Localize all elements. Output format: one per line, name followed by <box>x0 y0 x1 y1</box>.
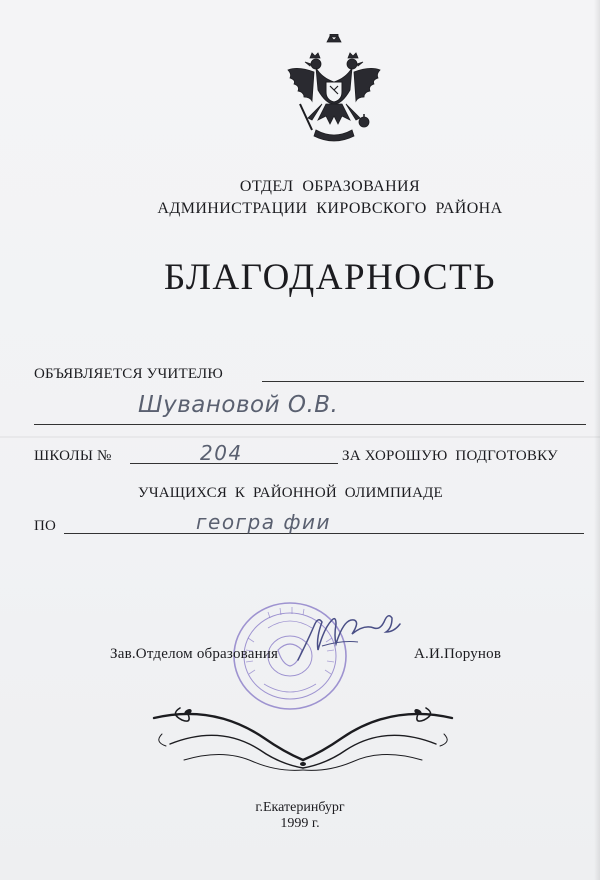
subject-handwritten: геогра фии <box>196 510 331 534</box>
school-label: ШКОЛЫ № <box>34 448 112 464</box>
paper-edge-shadow <box>594 0 600 880</box>
paper-fold <box>0 436 600 438</box>
signatory-name: А.И.Порунов <box>414 646 502 662</box>
subject-label: ПО <box>34 518 57 534</box>
teacher-name-handwritten: Шувановой О.В. <box>138 392 339 418</box>
reason-text: ЗА ХОРОШУЮ ПОДГОТОВКУ <box>342 448 558 464</box>
year: 1999 г. <box>280 816 320 831</box>
handwritten-signature <box>292 606 412 668</box>
school-number-handwritten: 204 <box>200 441 243 465</box>
announce-underline <box>262 381 584 382</box>
department-line-1: ОТДЕЛ ОБРАЗОВАНИЯ <box>239 178 421 195</box>
calligraphic-flourish-icon <box>150 704 456 778</box>
double-headed-eagle-icon <box>282 34 386 152</box>
document-title: БЛАГОДАРНОСТЬ <box>164 257 496 298</box>
students-text: УЧАЩИХСЯ К РАЙОННОЙ ОЛИМПИАДЕ <box>138 485 443 501</box>
city: г.Екатеринбург <box>255 800 345 815</box>
teacher-name-underline <box>34 424 586 425</box>
announce-label: ОБЪЯВЛЯЕТСЯ УЧИТЕЛЮ <box>34 366 223 382</box>
signatory-position: Зав.Отделом образования <box>110 646 279 662</box>
department-line-2: АДМИНИСТРАЦИИ КИРОВСКОГО РАЙОНА <box>157 200 503 217</box>
